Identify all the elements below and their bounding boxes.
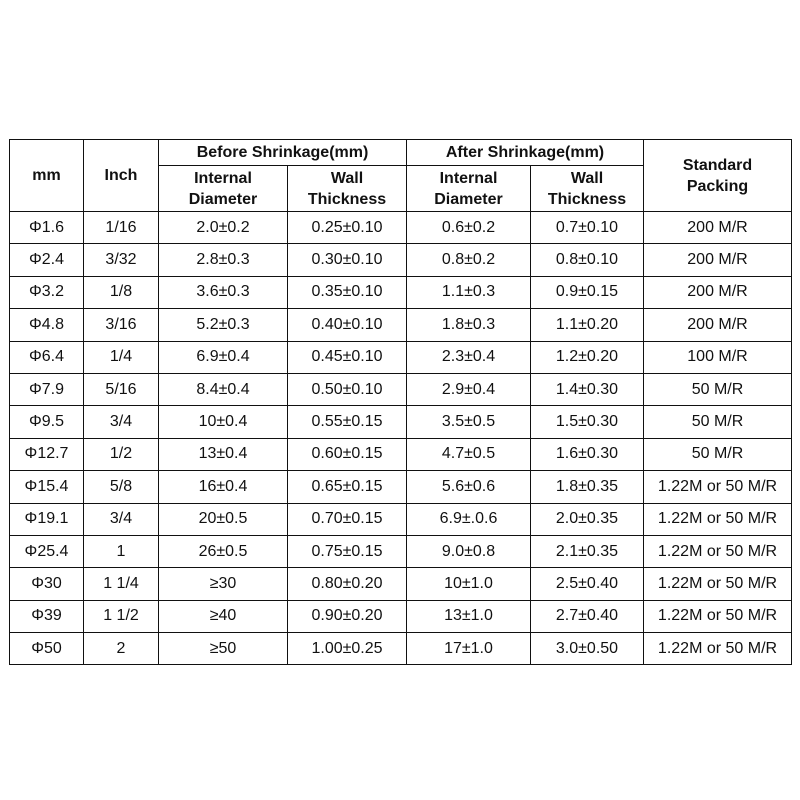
cell-before-internal-diameter: ≥50 [159, 633, 288, 665]
cell-before-internal-diameter: 2.0±0.2 [159, 212, 288, 244]
cell-before-wall-thickness: 0.40±0.10 [288, 309, 407, 341]
cell-inch: 3/16 [84, 309, 159, 341]
cell-mm: Φ12.7 [10, 438, 84, 470]
cell-standard-packing: 1.22M or 50 M/R [644, 600, 792, 632]
cell-before-internal-diameter: ≥30 [159, 568, 288, 600]
header-after-shrinkage: After Shrinkage(mm) [407, 140, 644, 166]
cell-inch: 1 1/4 [84, 568, 159, 600]
cell-after-wall-thickness: 1.2±0.20 [531, 341, 644, 373]
cell-after-internal-diameter: 1.8±0.3 [407, 309, 531, 341]
cell-before-internal-diameter: 20±0.5 [159, 503, 288, 535]
table-row [10, 341, 792, 373]
cell-inch: 3/4 [84, 406, 159, 438]
cell-before-wall-thickness: 0.70±0.15 [288, 503, 407, 535]
cell-before-internal-diameter: 16±0.4 [159, 471, 288, 503]
cell-mm: Φ30 [10, 568, 84, 600]
cell-inch: 1/4 [84, 341, 159, 373]
cell-mm: Φ3.2 [10, 276, 84, 308]
cell-after-internal-diameter: 5.6±0.6 [407, 471, 531, 503]
cell-after-wall-thickness: 1.6±0.30 [531, 438, 644, 470]
cell-standard-packing: 200 M/R [644, 212, 792, 244]
header-packing-line2: Packing [686, 177, 749, 195]
cell-mm: Φ7.9 [10, 373, 84, 405]
cell-after-internal-diameter: 9.0±0.8 [407, 535, 531, 567]
cell-after-wall-thickness: 2.0±0.35 [531, 503, 644, 535]
cell-before-wall-thickness: 0.55±0.15 [288, 406, 407, 438]
cell-mm: Φ15.4 [10, 471, 84, 503]
cell-after-wall-thickness: 3.0±0.50 [531, 633, 644, 665]
cell-standard-packing: 1.22M or 50 M/R [644, 535, 792, 567]
cell-before-internal-diameter: 2.8±0.3 [159, 244, 288, 276]
table-row [10, 568, 792, 600]
header-wall-line1: Wall [330, 169, 364, 187]
header-standard-packing [644, 140, 792, 212]
header-before-internal-diameter [159, 166, 288, 212]
cell-before-internal-diameter: 26±0.5 [159, 535, 288, 567]
table-row [10, 244, 792, 276]
cell-after-wall-thickness: 2.1±0.35 [531, 535, 644, 567]
table-row [10, 600, 792, 632]
table-row [10, 503, 792, 535]
cell-after-wall-thickness: 1.1±0.20 [531, 309, 644, 341]
cell-standard-packing: 50 M/R [644, 406, 792, 438]
cell-standard-packing: 1.22M or 50 M/R [644, 568, 792, 600]
table-row [10, 276, 792, 308]
table-row [10, 633, 792, 665]
cell-before-wall-thickness: 0.30±0.10 [288, 244, 407, 276]
header-inch: Inch [84, 140, 159, 212]
cell-inch: 1 [84, 535, 159, 567]
cell-after-wall-thickness: 0.9±0.15 [531, 276, 644, 308]
cell-mm: Φ4.8 [10, 309, 84, 341]
cell-before-internal-diameter: 5.2±0.3 [159, 309, 288, 341]
cell-after-internal-diameter: 2.3±0.4 [407, 341, 531, 373]
cell-after-wall-thickness: 1.5±0.30 [531, 406, 644, 438]
spec-table [9, 139, 792, 665]
cell-after-internal-diameter: 1.1±0.3 [407, 276, 531, 308]
table-row [10, 309, 792, 341]
table-row [10, 535, 792, 567]
cell-mm: Φ50 [10, 633, 84, 665]
cell-after-internal-diameter: 4.7±0.5 [407, 438, 531, 470]
cell-mm: Φ2.4 [10, 244, 84, 276]
cell-before-internal-diameter: 10±0.4 [159, 406, 288, 438]
cell-before-internal-diameter: 6.9±0.4 [159, 341, 288, 373]
cell-before-wall-thickness: 0.50±0.10 [288, 373, 407, 405]
header-internal-line2: Diameter [188, 190, 258, 208]
cell-after-wall-thickness: 0.8±0.10 [531, 244, 644, 276]
cell-before-wall-thickness: 0.75±0.15 [288, 535, 407, 567]
cell-inch: 1/16 [84, 212, 159, 244]
cell-before-internal-diameter: 3.6±0.3 [159, 276, 288, 308]
cell-before-wall-thickness: 0.80±0.20 [288, 568, 407, 600]
cell-before-wall-thickness: 0.90±0.20 [288, 600, 407, 632]
cell-inch: 3/4 [84, 503, 159, 535]
cell-before-internal-diameter: 13±0.4 [159, 438, 288, 470]
cell-inch: 2 [84, 633, 159, 665]
cell-before-internal-diameter: ≥40 [159, 600, 288, 632]
header-wall-line2: Thickness [307, 190, 387, 208]
cell-after-internal-diameter: 3.5±0.5 [407, 406, 531, 438]
table-row [10, 406, 792, 438]
cell-after-wall-thickness: 2.7±0.40 [531, 600, 644, 632]
cell-after-internal-diameter: 13±1.0 [407, 600, 531, 632]
header-packing-line1: Standard [682, 156, 753, 174]
table-row [10, 471, 792, 503]
header-before-shrinkage: Before Shrinkage(mm) [159, 140, 407, 166]
cell-before-wall-thickness: 0.60±0.15 [288, 438, 407, 470]
cell-mm: Φ9.5 [10, 406, 84, 438]
cell-standard-packing: 1.22M or 50 M/R [644, 503, 792, 535]
cell-standard-packing: 50 M/R [644, 438, 792, 470]
cell-after-internal-diameter: 0.8±0.2 [407, 244, 531, 276]
cell-standard-packing: 200 M/R [644, 309, 792, 341]
header-before-wall-thickness [288, 166, 407, 212]
table-row [10, 212, 792, 244]
cell-before-internal-diameter: 8.4±0.4 [159, 373, 288, 405]
cell-standard-packing: 1.22M or 50 M/R [644, 471, 792, 503]
cell-before-wall-thickness: 0.25±0.10 [288, 212, 407, 244]
header-internal-line1: Internal [194, 169, 252, 187]
cell-before-wall-thickness: 0.35±0.10 [288, 276, 407, 308]
cell-after-internal-diameter: 6.9±.0.6 [407, 503, 531, 535]
header-mm: mm [10, 140, 84, 212]
cell-standard-packing: 100 M/R [644, 341, 792, 373]
cell-mm: Φ6.4 [10, 341, 84, 373]
cell-mm: Φ39 [10, 600, 84, 632]
header-after-wall-thickness [531, 166, 644, 212]
cell-mm: Φ25.4 [10, 535, 84, 567]
cell-before-wall-thickness: 1.00±0.25 [288, 633, 407, 665]
cell-inch: 1/2 [84, 438, 159, 470]
cell-mm: Φ19.1 [10, 503, 84, 535]
cell-standard-packing: 200 M/R [644, 244, 792, 276]
cell-inch: 1/8 [84, 276, 159, 308]
cell-after-wall-thickness: 1.8±0.35 [531, 471, 644, 503]
cell-mm: Φ1.6 [10, 212, 84, 244]
table-row [10, 373, 792, 405]
table-body [10, 212, 792, 665]
cell-inch: 5/8 [84, 471, 159, 503]
header-internal-line1: Internal [439, 169, 498, 187]
cell-standard-packing: 50 M/R [644, 373, 792, 405]
cell-after-internal-diameter: 10±1.0 [407, 568, 531, 600]
header-after-internal-diameter [407, 166, 531, 212]
cell-inch: 3/32 [84, 244, 159, 276]
header-wall-line1: Wall [570, 169, 604, 187]
table-row [10, 438, 792, 470]
cell-after-wall-thickness: 1.4±0.30 [531, 373, 644, 405]
cell-after-internal-diameter: 17±1.0 [407, 633, 531, 665]
cell-after-internal-diameter: 2.9±0.4 [407, 373, 531, 405]
cell-before-wall-thickness: 0.65±0.15 [288, 471, 407, 503]
cell-standard-packing: 1.22M or 50 M/R [644, 633, 792, 665]
header-wall-line2: Thickness [547, 190, 627, 208]
cell-before-wall-thickness: 0.45±0.10 [288, 341, 407, 373]
cell-inch: 1 1/2 [84, 600, 159, 632]
header-internal-line2: Diameter [434, 190, 503, 208]
cell-after-wall-thickness: 0.7±0.10 [531, 212, 644, 244]
cell-after-internal-diameter: 0.6±0.2 [407, 212, 531, 244]
cell-inch: 5/16 [84, 373, 159, 405]
cell-after-wall-thickness: 2.5±0.40 [531, 568, 644, 600]
cell-standard-packing: 200 M/R [644, 276, 792, 308]
